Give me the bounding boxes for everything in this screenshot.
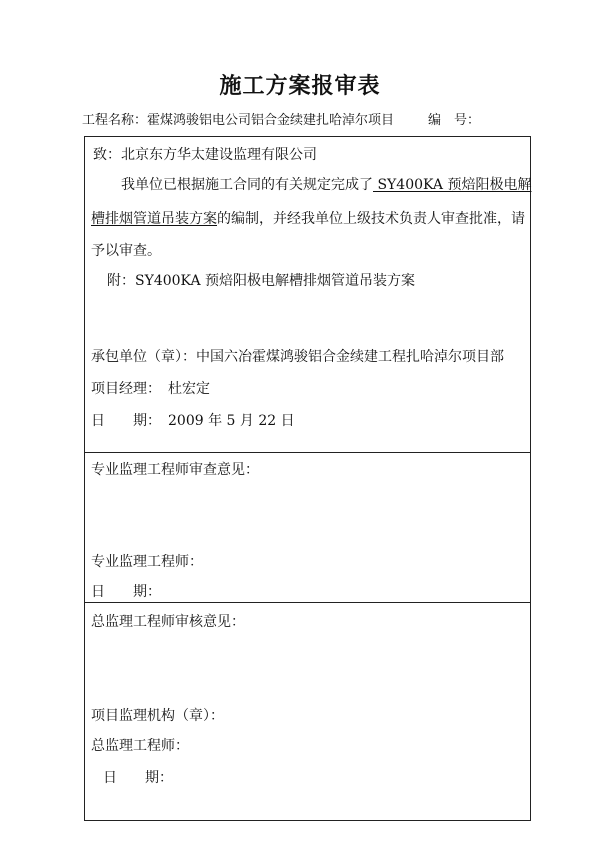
project-manager-line: 项目经理： 杜宏定 <box>91 381 210 397</box>
specialist-review-section <box>85 452 530 603</box>
project-name-field <box>82 112 394 130</box>
plan-name-part-1: SY400KA 预焙阳极电解 <box>373 177 532 193</box>
form-title: 施工方案报审表 <box>219 73 381 99</box>
contractor-submission-section <box>85 137 530 453</box>
specialist-engineer-label: 专业监理工程师： <box>91 554 203 570</box>
body-line-1-prefix: 我单位已根据施工合同的有关规定完成了 <box>121 177 373 193</box>
body-line-3: 予以审查。 <box>91 243 161 259</box>
submission-date-line: 日 期： 2009 年 5 月 22 日 <box>91 413 295 429</box>
recipient-line: 致：北京东方华太建设监理有限公司 <box>93 147 317 163</box>
body-line-1 <box>121 175 531 195</box>
body-line-2 <box>91 209 525 229</box>
chief-review-section <box>85 602 530 822</box>
form-number-label: 编 号： <box>428 113 481 128</box>
supervision-org-label: 项目监理机构（章）： <box>91 708 224 724</box>
contractor-line: 承包单位（章）：中国六冶霍煤鸿骏铝合金续建工程扎哈淖尔项目部 <box>91 349 504 365</box>
attachment-line: 附：SY400KA 预焙阳极电解槽排烟管道吊装方案 <box>107 273 416 289</box>
chief-engineer-label: 总监理工程师： <box>91 738 189 754</box>
project-name-value: 霍煤鸿骏铝电公司铝合金续建扎哈淖尔项目 <box>147 113 395 128</box>
form-number-field <box>428 112 480 130</box>
specialist-date-label: 日 期： <box>91 584 161 600</box>
chief-opinion-label: 总监理工程师审核意见： <box>91 614 245 630</box>
plan-name-part-2: 槽排烟管道吊装方案 <box>91 211 217 227</box>
specialist-opinion-label: 专业监理工程师审查意见： <box>91 462 259 478</box>
chief-date-label: 日 期： <box>103 770 173 786</box>
body-line-2-suffix: 的编制，并经我单位上级技术负责人审查批准，请 <box>217 211 525 227</box>
project-name-label: 工程名称： <box>82 113 148 128</box>
review-form-table <box>84 136 531 821</box>
